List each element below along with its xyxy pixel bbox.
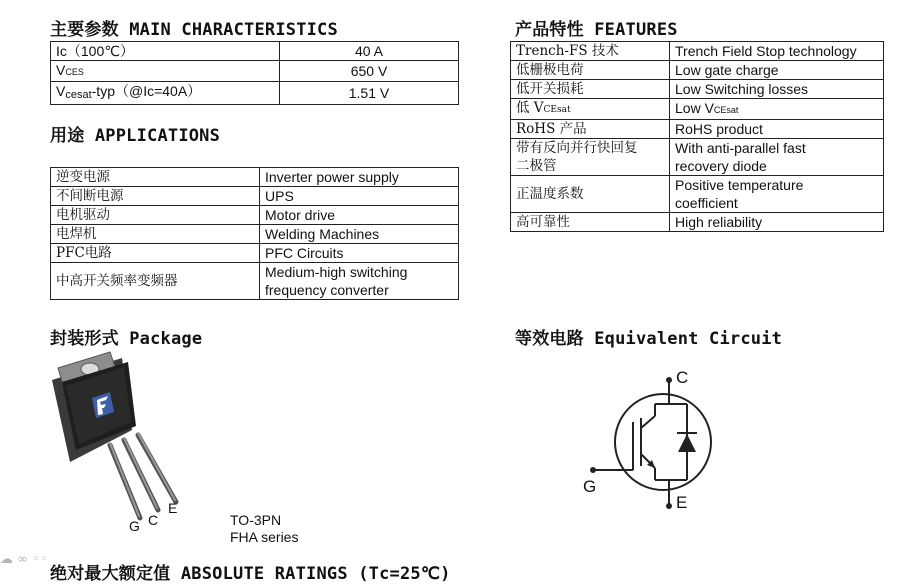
table-row	[511, 120, 884, 139]
feature-cn: 高可靠性	[511, 213, 670, 232]
feature-en: Low Switching losses	[670, 80, 884, 99]
app-en: PFC Circuits	[260, 244, 459, 263]
equivalent-circuit-heading: 等效电路 Equivalent Circuit	[515, 329, 783, 349]
app-cn: 不间断电源	[51, 187, 260, 206]
table-row	[51, 82, 459, 105]
table-row	[51, 42, 459, 61]
feature-en: With anti-parallel fast recovery diode	[670, 139, 884, 176]
circuit-label-g: G	[583, 477, 597, 496]
features-heading: 产品特性 FEATURES	[515, 20, 678, 40]
table-row	[51, 187, 459, 206]
main-characteristics-table	[50, 41, 459, 105]
pin-label-c: C	[148, 512, 159, 528]
app-en: UPS	[260, 187, 459, 206]
app-en: Welding Machines	[260, 225, 459, 244]
table-row	[511, 61, 884, 80]
app-en: Medium-high switching frequency converter	[260, 263, 459, 300]
table-row	[51, 168, 459, 187]
param-vces: VCES	[51, 61, 280, 82]
table-row	[51, 206, 459, 225]
feature-cn: RoHS 产品	[511, 120, 670, 139]
feature-en: High reliability	[670, 213, 884, 232]
feature-cn: 低开关损耗	[511, 80, 670, 99]
value-ic: 40 A	[280, 42, 459, 61]
table-row	[511, 99, 884, 120]
value-vcesat: 1.51 V	[280, 82, 459, 105]
pin-label-g: G	[129, 518, 140, 534]
igbt-equivalent-circuit-diagram	[575, 362, 735, 522]
app-cn: PFC电路	[51, 244, 260, 263]
feature-en: RoHS product	[670, 120, 884, 139]
package-caption: TO-3PN FHA series	[230, 512, 299, 545]
applications-heading: 用途 APPLICATIONS	[50, 126, 221, 146]
table-row	[51, 225, 459, 244]
pin-label-e: E	[168, 500, 178, 516]
feature-cn: 正温度系数	[511, 176, 670, 213]
param-ic: Ic（100℃）	[51, 42, 280, 61]
app-cn: 中高开关频率变频器	[51, 263, 260, 300]
table-row	[511, 213, 884, 232]
app-en: Inverter power supply	[260, 168, 459, 187]
feature-en: Low VCEsat	[670, 99, 884, 120]
table-row	[511, 80, 884, 99]
absolute-ratings-heading: 绝对最大额定值 ABSOLUTE RATINGS (Tc=25℃)	[50, 564, 451, 584]
value-vces: 650 V	[280, 61, 459, 82]
feature-en: Positive temperature coefficient	[670, 176, 884, 213]
feature-en: Low gate charge	[670, 61, 884, 80]
feature-en: Trench Field Stop technology	[670, 42, 884, 61]
param-vcesat: Vcesat-typ（@Ic=40A）	[51, 82, 280, 105]
feature-cn: 带有反向并行快回复 二极管	[511, 139, 670, 176]
watermark-logo-icon: ☁ ∞ ◦◦	[0, 552, 48, 567]
circuit-label-c: C	[676, 368, 689, 387]
circuit-label-e: E	[676, 493, 688, 512]
feature-cn: Trench-FS 技术	[511, 42, 670, 61]
table-row	[51, 244, 459, 263]
app-cn: 电机驱动	[51, 206, 260, 225]
features-table	[510, 41, 884, 232]
table-row	[51, 263, 459, 300]
table-row	[511, 42, 884, 61]
app-cn: 电焊机	[51, 225, 260, 244]
table-row	[511, 139, 884, 176]
feature-cn: 低 VCEsat	[511, 99, 670, 120]
feature-cn: 低栅极电荷	[511, 61, 670, 80]
table-row	[511, 176, 884, 213]
app-cn: 逆变电源	[51, 168, 260, 187]
app-en: Motor drive	[260, 206, 459, 225]
package-heading: 封装形式 Package	[50, 329, 203, 349]
table-row	[51, 61, 459, 82]
applications-table	[50, 167, 459, 300]
main-characteristics-heading: 主要参数 MAIN CHARACTERISTICS	[50, 20, 338, 40]
